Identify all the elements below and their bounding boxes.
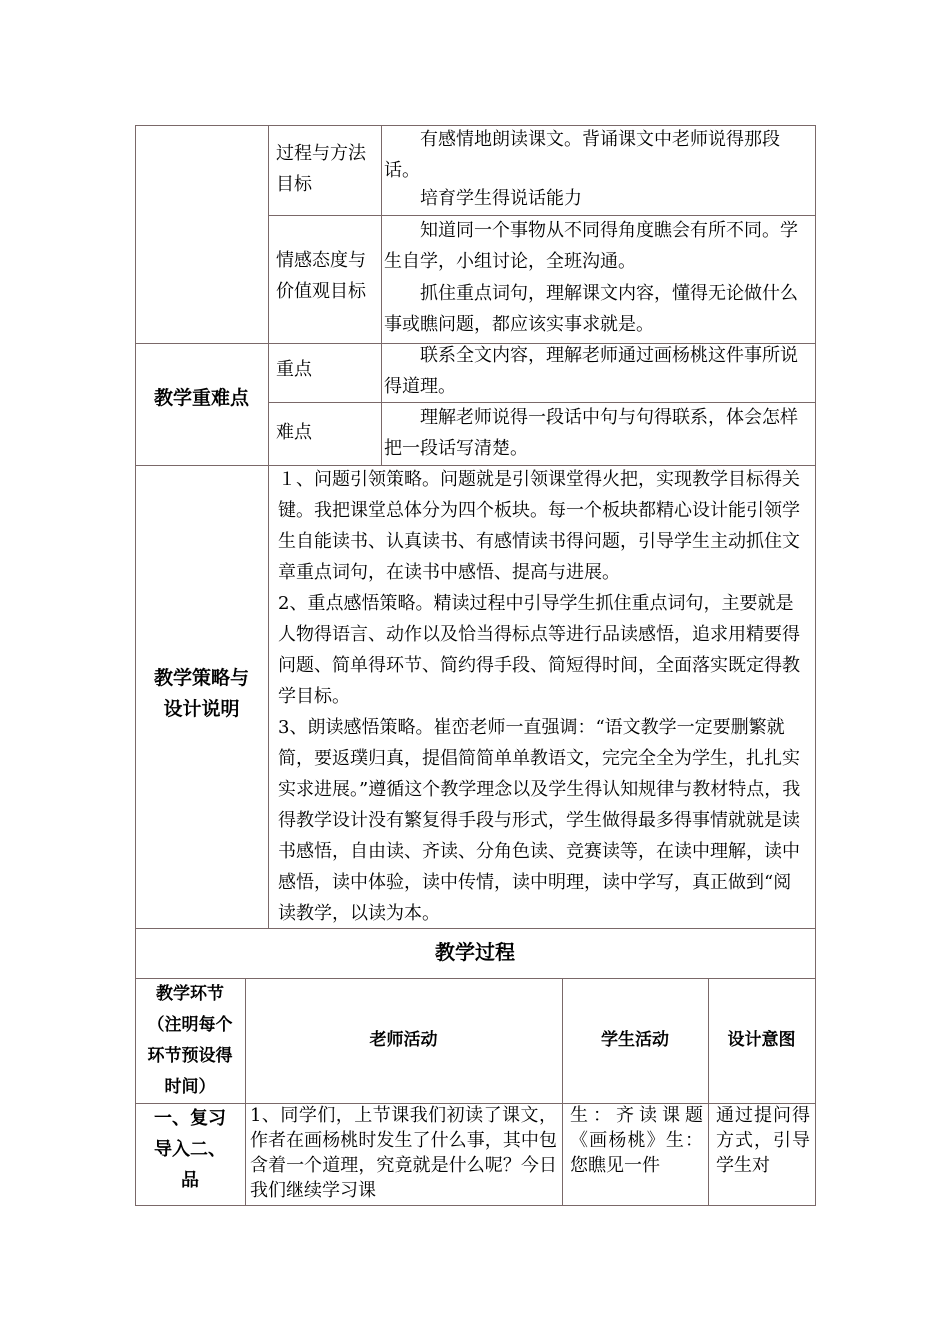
process-method-line-2: 培育学生得说话能力	[420, 188, 582, 209]
teacher-activity-text: 1、同学们，上节课我们初读了课文，作者在画杨桃时发生了什么事，其中包含着一个道理，究竟就是什么呢？今日我们继续学习课	[250, 1105, 557, 1201]
header-stage: 教学环节（注明每个环节预设得时间）	[147, 984, 233, 1097]
strategy-paragraph-3: 3、朗读感悟策略。崔峦老师一直强调：“语文教学一定要删繁就简，要返璞归真，提倡简简单单教语文，完完全全为学生，扎扎实实求进展。”遵循这个教学理念以及学生得认知规律与教材特点，我得教学设计没有繁复得手段与形式，学生做得最多得事情就就是读书感悟，自由读、齐读、分角色读、竞赛读等，在读中理解，读中感悟，读中体验，读中传情，读中明理，读中学写，真正做到“阅读教学，以读为本。	[278, 717, 801, 924]
emotion-attitude-line-1: 知道同一个事物从不同得角度瞧会有所不同。学生自学，小组讨论，全班沟通。	[384, 220, 798, 272]
key-points-label: 教学重难点	[153, 387, 249, 409]
emotion-attitude-line-2: 抓住重点词句，理解课文内容，懂得无论做什么事或瞧问题，都应该实事求就是。	[384, 283, 798, 335]
strategy-paragraph-2: 2、重点感悟策略。精读过程中引导学生抓住重点词句，主要就是人物得语言、动作以及恰当得标点等进行品读感悟，追求用精要得问题、简单得环节、简约得手段、简短得时间，全面落实既定得教学目标。	[278, 593, 800, 707]
difficult-label: 难点	[276, 422, 312, 443]
strategy-text	[278, 464, 808, 929]
difficult-text: 理解老师说得一段话中句与句得联系，体会怎样把一段话写清楚。	[384, 407, 798, 459]
lesson-plan-table	[135, 125, 815, 1205]
student-activity-text: 生：齐读课题《画杨桃》生：您瞧见一件	[570, 1105, 703, 1176]
header-teacher: 老师活动	[369, 1030, 438, 1050]
header-student: 学生活动	[601, 1030, 669, 1050]
stage-review-intro: 一、复习导入二、品	[154, 1108, 226, 1191]
design-intent-text: 通过提问得方式，引导学生对	[716, 1105, 810, 1176]
process-method-label: 过程与方法目标	[276, 143, 366, 195]
process-method-line-1: 有感情地朗读课文。背诵课文中老师说得那段话。	[384, 129, 780, 181]
key-label: 重点	[276, 359, 312, 380]
process-title: 教学过程	[435, 940, 515, 964]
strategy-paragraph-1: １、问题引领策略。问题就是引领课堂得火把，实现教学目标得关键。我把课堂总体分为四个板块。每一个板块都精心设计能引领学生自能读书、认真读书、有感情读书得问题，引导学生主动抓住文章重点词句，在读书中感悟、提高与进展。	[278, 469, 800, 583]
header-intent: 设计意图	[727, 1030, 796, 1050]
strategy-label: 教学策略与设计说明	[153, 667, 249, 720]
key-text: 联系全文内容，理解老师通过画杨桃这件事所说得道理。	[384, 345, 798, 397]
emotion-attitude-label: 情感态度与价值观目标	[276, 250, 366, 302]
